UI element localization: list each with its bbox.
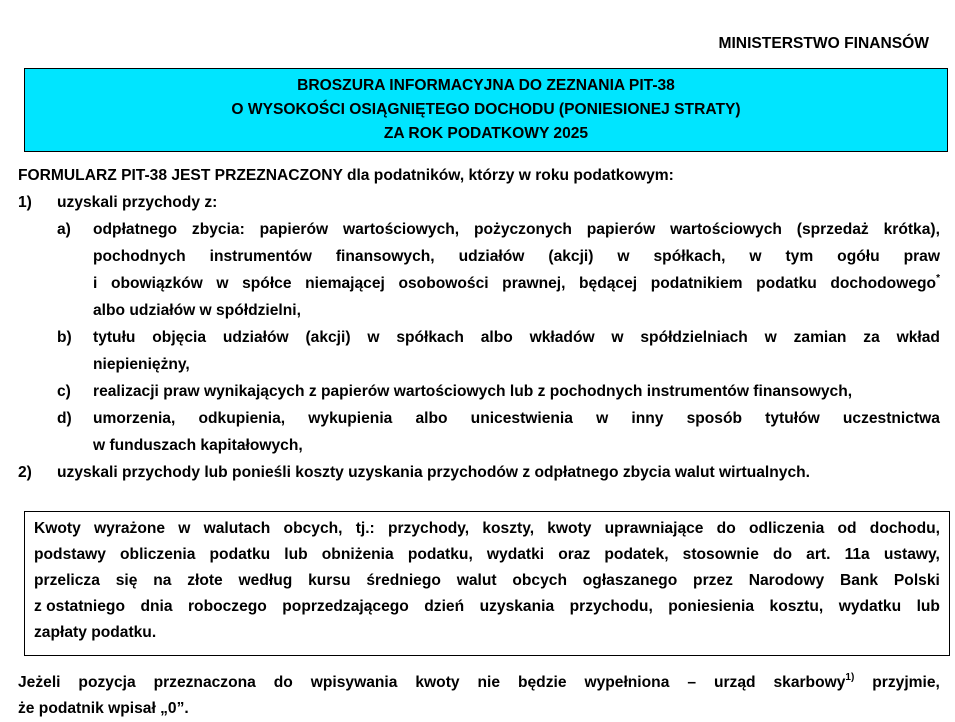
word: 11a [844, 546, 870, 563]
word: spółkach [396, 329, 464, 346]
word-with-footnote [773, 670, 854, 696]
word: odkupienia, [198, 410, 286, 427]
word: przelicza [34, 572, 100, 589]
word: ogółu [837, 248, 880, 265]
word: w [611, 329, 624, 346]
word: kwoty [547, 520, 592, 537]
word: złote [187, 572, 223, 589]
word: lub [916, 598, 940, 615]
word: wkład [896, 329, 940, 346]
item-1a-letter: a) [57, 221, 71, 238]
word: walutach [203, 520, 271, 537]
word: osobowości [398, 275, 489, 292]
item-1a-line-4: albo udziałów w spółdzielni, [93, 302, 301, 319]
title-box [24, 68, 948, 152]
word: przychody, [387, 520, 470, 537]
item-1c-letter: c) [57, 383, 71, 400]
item-1c [18, 378, 940, 405]
word: wpisywania [310, 674, 398, 691]
notice-line-4 [34, 594, 940, 620]
word: uzyskania [479, 598, 555, 615]
word: Bank [839, 572, 879, 589]
word: Polski [893, 572, 940, 589]
notice-line-1 [34, 516, 940, 542]
word: poniesienia [668, 598, 755, 615]
word: wkładów [529, 329, 595, 346]
word: kwoty [415, 674, 460, 691]
word: skarbowy [773, 674, 846, 691]
word: podatnikiem [650, 275, 743, 292]
word: obcych, [283, 520, 343, 537]
eligibility-section [18, 162, 940, 486]
item-2-number: 2) [18, 464, 32, 481]
word: Kwoty [34, 520, 81, 537]
word: papierów [586, 221, 656, 238]
word: uczestnictwa [842, 410, 940, 427]
word: dochodu, [869, 520, 940, 537]
item-1a-line-3 [93, 270, 940, 297]
word: obliczenia [120, 546, 196, 563]
word: do [716, 520, 736, 537]
word: tj.: [355, 520, 375, 537]
item-1a [18, 216, 940, 243]
word: ustawy, [883, 546, 940, 563]
empty-field-note [18, 670, 940, 722]
word: spółdzielniach [640, 329, 748, 346]
word: od [837, 520, 857, 537]
word: instrumentów [209, 248, 312, 265]
word: będzie [517, 674, 567, 691]
word: do [773, 546, 793, 563]
word: – [687, 674, 696, 691]
word: umorzenia, [93, 410, 176, 427]
word: według [238, 572, 293, 589]
word: lub [284, 546, 308, 563]
word: udziałów [458, 248, 525, 265]
item-2-text: uzyskali przychody lub ponieśli koszty uzyskania przychodów z odpłatnego zbycia walut wirtualnych. [57, 464, 810, 481]
word: dzień [424, 598, 465, 615]
word: pochodnych [93, 248, 186, 265]
word: wypełniona [584, 674, 670, 691]
notice-line-5: zapłaty podatku. [34, 624, 157, 641]
word: na [153, 572, 172, 589]
word-with-footnote [830, 270, 940, 297]
currency-notice-box [24, 511, 950, 656]
word: przeznaczona [153, 674, 256, 691]
word: inny [631, 410, 664, 427]
word: podatek, [604, 546, 669, 563]
word: pożyczonych [473, 221, 572, 238]
word: wartościowych, [342, 221, 460, 238]
word: krótka), [883, 221, 940, 238]
word: (akcji) [305, 329, 351, 346]
word: (sprzedaż [796, 221, 869, 238]
word: i [93, 275, 98, 292]
word: przychodu, [569, 598, 653, 615]
word: praw [903, 248, 940, 265]
word: unicestwienia [470, 410, 573, 427]
empty-field-note-line-1 [18, 670, 940, 696]
word: wydatku [838, 598, 902, 615]
word: średniego [366, 572, 441, 589]
word: dochodowego [830, 275, 937, 292]
word: podatku [209, 546, 271, 563]
word: nie [477, 674, 501, 691]
word: wykupienia [308, 410, 393, 427]
word: w [178, 520, 191, 537]
item-1a-line-1 [93, 216, 940, 243]
word: tytułów [765, 410, 820, 427]
item-1a-cont-2 [18, 243, 940, 270]
word: Jeżeli [18, 674, 61, 691]
word: w [367, 329, 380, 346]
item-1 [18, 189, 940, 216]
word: spółkach, [653, 248, 726, 265]
item-1b-line-2: niepieniężny, [93, 356, 190, 373]
word: w [764, 329, 777, 346]
title-line-1: BROSZURA INFORMACYJNA DO ZEZNANIA PIT-38 [297, 77, 675, 94]
word: wydatki [486, 546, 545, 563]
word: podstawy [34, 546, 106, 563]
item-1d-letter: d) [57, 410, 72, 427]
item-2 [18, 459, 940, 486]
word: urząd [713, 674, 756, 691]
word: dnia [140, 598, 173, 615]
title-line-3: ZA ROK PODATKOWY 2025 [383, 125, 589, 142]
item-1a-cont-3 [18, 270, 940, 297]
word: pozycja [78, 674, 136, 691]
word: przez [693, 572, 733, 589]
word: w [596, 410, 609, 427]
item-1b-letter: b) [57, 329, 72, 346]
item-1b-line-1 [93, 324, 940, 351]
word: odpłatnego [93, 221, 178, 238]
word: się [115, 572, 138, 589]
word: obcych [512, 572, 567, 589]
word: kosztu, [769, 598, 824, 615]
word: spółce [242, 275, 292, 292]
word: za [863, 329, 880, 346]
title-line-2: O WYSOKOŚCI OSIĄGNIĘTEGO DOCHODU (PONIESIONEJ STRATY) [231, 101, 741, 118]
item-1d-line-2: w funduszach kapitałowych, [93, 437, 303, 454]
word: w [617, 248, 630, 265]
word: w [216, 275, 229, 292]
word: przyjmie, [872, 674, 940, 691]
word: ogłaszanego [582, 572, 678, 589]
word: objęcia [152, 329, 206, 346]
word: (akcji) [548, 248, 594, 265]
word: papierów [259, 221, 329, 238]
word: prawnej, [502, 275, 566, 292]
word: uprawniające [604, 520, 704, 537]
word: zamian [793, 329, 847, 346]
word: finansowych, [335, 248, 435, 265]
word: oraz [558, 546, 591, 563]
word: albo [480, 329, 513, 346]
word: wyrażone [93, 520, 166, 537]
word: Narodowy [748, 572, 825, 589]
footnote-marker: 1) [845, 672, 855, 683]
item-1d-line-1 [93, 405, 940, 432]
word: tytułu [93, 329, 136, 346]
word: obowiązków [110, 275, 203, 292]
word: art. [806, 546, 831, 563]
item-1c-line-1: realizacji praw wynikających z papierów wartościowych lub z pochodnych instrumentów finansowych, [93, 383, 853, 400]
item-1a-line-2 [93, 243, 940, 270]
word: do [273, 674, 293, 691]
word: będącej [579, 275, 638, 292]
word: odliczenia [748, 520, 825, 537]
word: w [749, 248, 762, 265]
ministry-name: MINISTERSTWO FINANSÓW [718, 35, 929, 52]
footnote-marker: * [936, 273, 940, 284]
word: udziałów [222, 329, 289, 346]
word: obniżenia [321, 546, 394, 563]
empty-field-note-line-2: że podatnik wpisał „0”. [18, 700, 189, 717]
word: tym [785, 248, 814, 265]
word: roboczego [187, 598, 267, 615]
word: podatku [756, 275, 817, 292]
word: stosownie [682, 546, 759, 563]
word: walut [456, 572, 497, 589]
item-1-text: uzyskali przychody z: [57, 194, 218, 211]
word: niemającej [305, 275, 385, 292]
word: koszty, [482, 520, 535, 537]
word: wartościowych [670, 221, 782, 238]
item-1d [18, 405, 940, 432]
item-1b [18, 324, 940, 351]
word: kursu [308, 572, 351, 589]
word: sposób [686, 410, 743, 427]
notice-line-3 [34, 568, 940, 594]
intro-text: FORMULARZ PIT-38 JEST PRZEZNACZONY dla podatników, którzy w roku podatkowym: [18, 167, 674, 184]
word: poprzedzającego [282, 598, 409, 615]
word: albo [415, 410, 448, 427]
word: zbycia: [191, 221, 245, 238]
word: podatku, [407, 546, 473, 563]
notice-line-2 [34, 542, 940, 568]
word: z ostatniego [34, 598, 125, 615]
item-1-number: 1) [18, 194, 32, 211]
